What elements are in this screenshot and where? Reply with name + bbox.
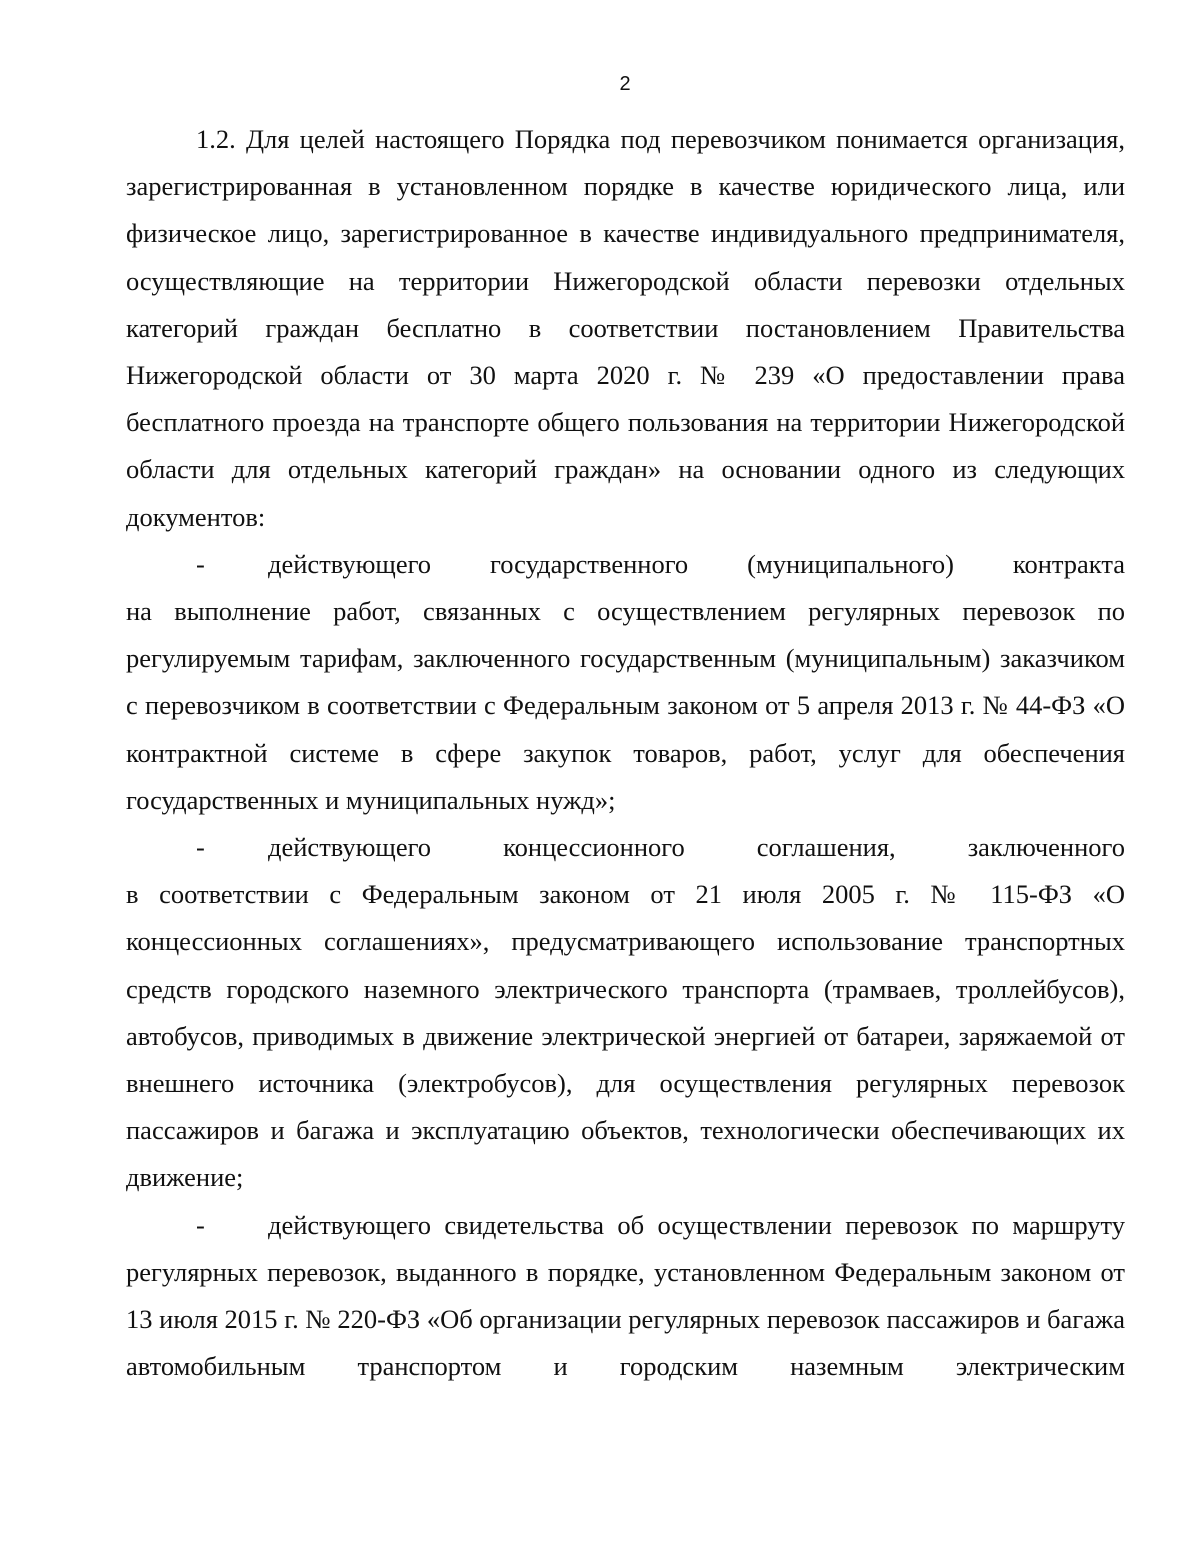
bullet-lead-text: действующего государственного (муниципального) контракта: [268, 548, 1125, 579]
bullet-first-line: [126, 824, 1125, 871]
bullet-body-text: в соответствии с Федеральным законом от 21 июля 2005 г. № 115-ФЗ «О концессионных соглашениях», предусматривающего использование транспортных средств городского наземного электрического транспорта (трамваев, троллейбусов), автобусов, приводимых в движение электрической энергией от батареи, заряжаемой от внешнего источника (электробусов), для осуществления регулярных перевозок пассажиров и багажа и эксплуатацию объектов, технологически обеспечивающих их движение;: [126, 879, 1125, 1193]
bullet-item-certificate: [126, 1202, 1125, 1391]
bullet-dash: -: [196, 548, 205, 579]
bullet-lead-text: действующего концессионного соглашения, заключенного: [268, 832, 1125, 863]
paragraph-definition: 1.2. Для целей настоящего Порядка под перевозчиком понимается организация, зарегистрированная в установленном порядке в качестве юридического лица, или физическое лицо, зарегистрированное в качестве индивидуального предпринимателя, осуществляющие на территории Нижегородской области перевозки отдельных категорий граждан бесплатно в соответствии постановлением Правительства Нижегородской области от 30 марта 2020 г. № 239 «О предоставлении права бесплатного проезда на транспорте общего пользования на территории Нижегородской области для отдельных категорий граждан» на основании одного из следующих документов:: [126, 124, 1125, 532]
bullet-dash: -: [196, 1209, 205, 1240]
page-number: 2: [619, 73, 631, 95]
bullet-body-text: на выполнение работ, связанных с осуществлением регулярных перевозок по регулируемым тарифам, заключенного государственным (муниципальным) заказчиком с перевозчиком в соответствии с Федеральным законом от 5 апреля 2013 г. № 44-ФЗ «О контрактной системе в сфере закупок товаров, работ, услуг для обеспечения государственных и муниципальных нужд»;: [126, 596, 1125, 815]
bullet-lead-text: действующего свидетельства об осуществлении перевозок по маршруту: [268, 1209, 1125, 1240]
bullet-item-concession: [126, 824, 1125, 1202]
bullet-first-line: [126, 541, 1125, 588]
bullet-first-line: [126, 1202, 1125, 1249]
document-body: [126, 116, 1125, 1390]
bullet-body-text: регулярных перевозок, выданного в порядке, установленном Федеральным законом от 13 июля 2015 г. № 220-ФЗ «Об организации регулярных перевозок пассажиров и багажа автомобильным транспортом и городским наземным электрическим: [126, 1256, 1125, 1382]
bullet-item-contract: [126, 541, 1125, 824]
bullet-dash: -: [196, 832, 205, 863]
